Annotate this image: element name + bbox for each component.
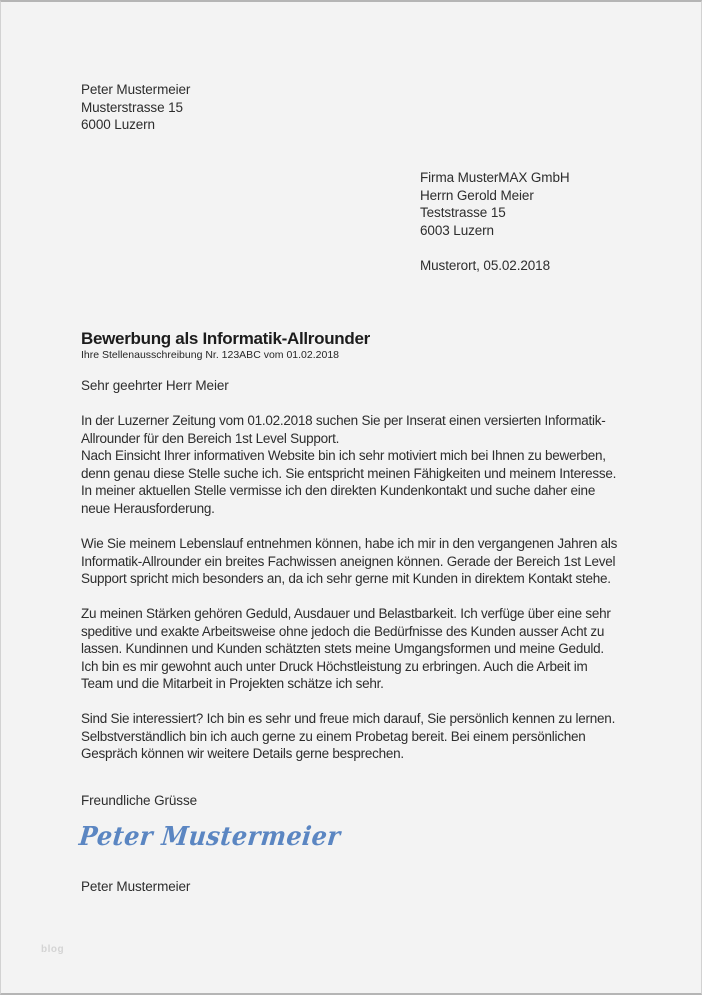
recipient-attention: Herrn Gerold Meier	[420, 187, 534, 203]
body-paragraph-4: Sind Sie interessiert? Ich bin es sehr und freue mich darauf, Sie persönlich kennen zu lernen. Selbstverständlich bin ich auch gerne zu einem Probetag bereit. Bei einem persönlichen Gespräch können wir weitere Details gerne besprechen.	[81, 711, 616, 761]
subject-line: Bewerbung als Informatik-Allrounder	[81, 329, 370, 348]
body-paragraph-2: Wie Sie meinem Lebenslauf entnehmen können, habe ich mir in den vergangenen Jahren als Informatik-Allrounder ein breites Fachwissen aneignen können. Gerade der Bereich 1st Level Support spricht mich besonders an, da ich sehr gerne mit Kunden in direktem Kontakt stehe.	[81, 536, 618, 586]
body-paragraph-3: Zu meinen Stärken gehören Geduld, Ausdauer und Belastbarkeit. Ich verfüge über eine sehr speditive und exakte Arbeitsweise ohne jedoch die Bedürfnisse des Kunden ausser Acht zu lassen. Kundinnen und Kunden schätzten stets meine Umgangsformen und meine Geduld. Ich bin es mir gewohnt auch unter Druck Höchstleistung zu erbringen. Auch die Arbeit im Team und die Mitarbeit in Projekten schätze ich sehr.	[81, 606, 611, 691]
sender-city: 6000 Luzern	[81, 117, 155, 132]
recipient-address-block	[420, 169, 570, 239]
place-and-date: Musterort, 05.02.2018	[420, 258, 550, 273]
watermark-text: blog	[41, 944, 65, 955]
closing-formula: Freundliche Grüsse	[81, 793, 198, 808]
sender-street: Musterstrasse 15	[81, 99, 183, 115]
recipient-street: Teststrasse 15	[420, 205, 506, 220]
printed-signature-name: Peter Mustermeier	[81, 879, 191, 894]
recipient-city: 6003 Luzern	[420, 222, 494, 238]
sender-address-block	[81, 81, 190, 134]
handwritten-signature: Peter Mustermeier	[77, 822, 343, 852]
reference-line: Ihre Stellenausschreibung Nr. 123ABC vom 01.02.2018	[81, 349, 339, 361]
body-paragraph-1: In der Luzerner Zeitung vom 01.02.2018 suchen Sie per Inserat einen versierten Informatik- Allrounder für den Bereich 1st Level Support. Nach Einsicht Ihrer informativen Website bin ich sehr motiviert mich bei Ihnen zu bewerben, denn genau diese Stelle suche ich. Sie entspricht meinen Fähigkeiten und meinem Interesse. In meiner aktuellen Stelle vermisse ich den direkten Kundenkontakt und suche daher eine neue Herausforderung.	[81, 413, 617, 516]
salutation: Sehr geehrter Herr Meier	[81, 378, 229, 393]
recipient-company: Firma MusterMAX GmbH	[420, 170, 570, 185]
sender-name: Peter Mustermeier	[81, 82, 191, 97]
